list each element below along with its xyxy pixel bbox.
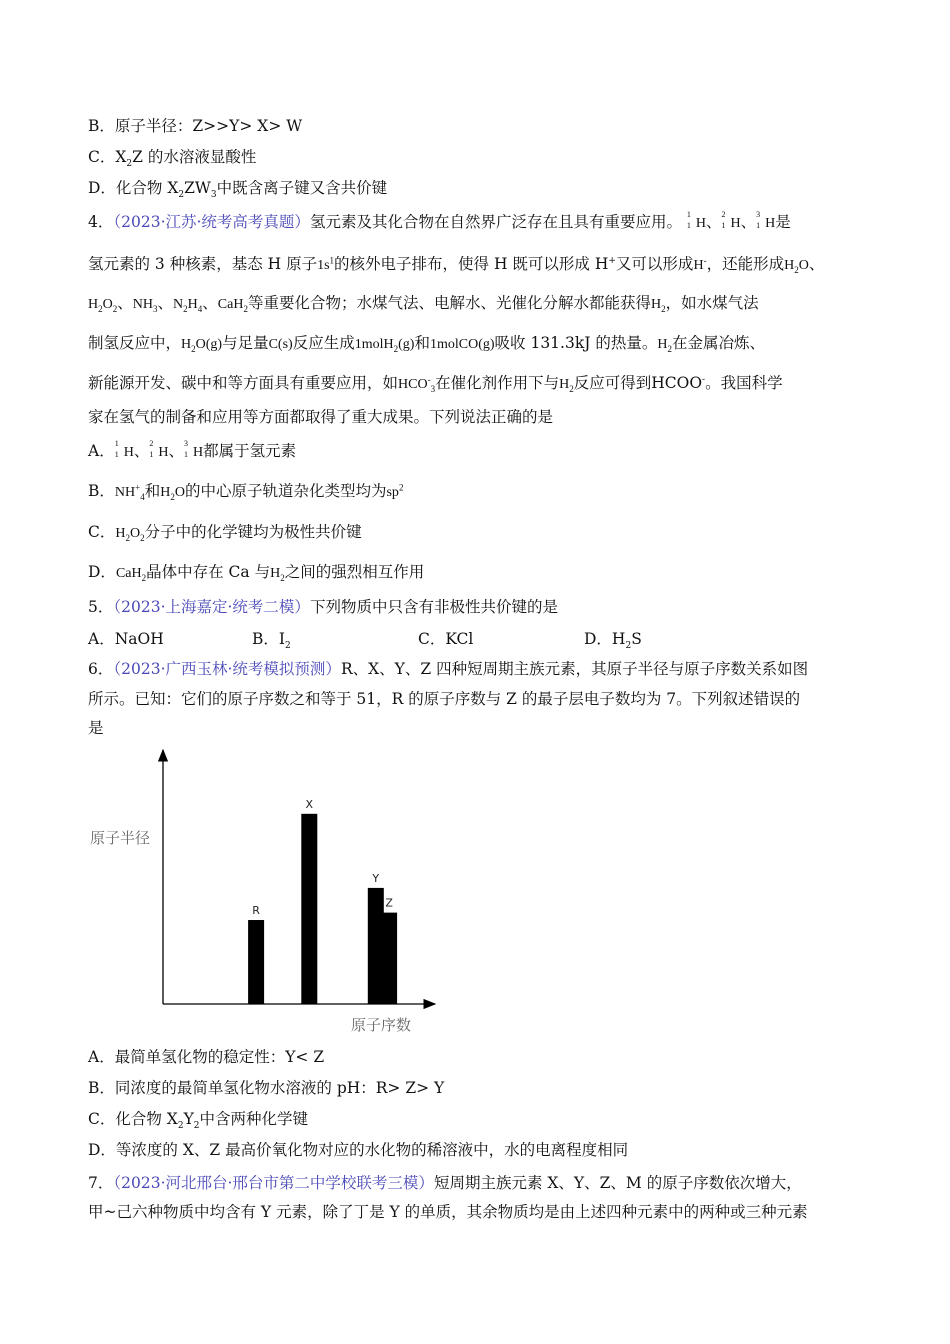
q5-option-a: A．NaOH xyxy=(88,630,164,648)
q6-option-d: D．等浓度的 X、Z 最高价氧化物对应的水化物的稀溶液中，水的电离程度相同 xyxy=(88,1141,629,1159)
q6-stem-line3: 是 xyxy=(88,719,104,737)
q4-line2: 氢元素的 3 种核素，基态 H 原子$1s^1$的核外电子排布，使得 H 既可以形成 H+又可以形成H-，还能形成$H_2O$、 xyxy=(88,255,825,275)
q6-option-a: A．最简单氢化物的稳定性：Y< Z xyxy=(88,1048,325,1066)
q6-option-c: C．化合物 $X_2Y_2$中含两种化学键 xyxy=(88,1110,309,1132)
q4-line4: 制氢反应中，$H_2O(g)$与足量C(s)反应生成1molH$_2$(g)和1molCO(g)吸收 131.3kJ 的热量。$H_2$在金属冶炼、 xyxy=(88,334,766,354)
q7-stem-line2: 甲~己六种物质中均含有 Y 元素，除了丁是 Y 的单质，其余物质均是由上述四种元素中的两种或三种元素 xyxy=(88,1203,808,1221)
q6-stem-line1: 6．（2023·广西玉林·统考模拟预测）R、X、Y、Z 四种短周期主族元素，其原子半径与原子序数关系如图 xyxy=(88,660,809,678)
q7-stem-line1: 7．（2023·河北邢台·邢台市第二中学校联考三模）短周期主族元素 X、Y、Z、M 的原子序数依次增大， xyxy=(88,1174,802,1192)
q4-option-c: C．$H_2O_2$分子中的化学键均为极性共价键 xyxy=(88,523,362,543)
bar-label-z: Z xyxy=(385,896,393,910)
q5-option-b: B．$I_2$ xyxy=(252,630,291,652)
q6-stem-line2: 所示。已知：它们的原子序数之和等于 51，R 的原子序数与 Z 的最子层电子数均为 7。下列叙述错误的 xyxy=(88,690,801,708)
q4-line1: 4．（2023·江苏·统考高考真题）氢元素及其化合物在自然界广泛存在且具有重要应用。 1 1 H、 2 1 H、 3 1 H是 xyxy=(88,210,791,231)
q4-source: （2023·江苏·统考高考真题） xyxy=(113,213,310,231)
q4-option-d: D．CaH$_2$晶体中存在 Ca 与$H_2$之间的强烈相互作用 xyxy=(88,563,425,583)
q4-line3: $H_2O_2$、$NH_3$、$N_2H_4$、CaH$_2$等重要化合物；水煤气法、电解水、光催化分解水都能获得$H_2$，如水煤气法 xyxy=(88,294,759,314)
q6-source: （2023·广西玉林·统考模拟预测） xyxy=(113,660,341,678)
radius-vs-atomic-number-chart xyxy=(80,742,450,1042)
q4-option-b: B．$NH^+_4$和$H_2O$的中心原子轨道杂化类型均为$sp^2$ xyxy=(88,482,404,502)
q5-source: （2023·上海嘉定·统考二模） xyxy=(113,598,310,616)
y-axis-label: 原子半径 xyxy=(90,829,151,847)
q4-line5: 新能源开发、碳中和等方面具有重要应用，如$HCO^-_3$在催化剂作用下与$H_2$反应可得到HCOO-。我国科学 xyxy=(88,374,783,394)
q4-line6: 家在氢气的制备和应用等方面都取得了重大成果。下列说法正确的是 xyxy=(88,408,554,426)
bar-x xyxy=(301,814,317,1004)
bar-z xyxy=(381,913,397,1004)
bar-label-x: X xyxy=(305,797,314,811)
q7-source: （2023·河北邢台·邢台市第二中学校联考三模） xyxy=(113,1174,434,1192)
q6-option-b: B．同浓度的最简单氢化物水溶液的 pH：R> Z> Y xyxy=(88,1079,445,1097)
option-c: C．$X_2Z$ 的水溶液显酸性 xyxy=(88,148,257,170)
x-axis-label: 原子序数 xyxy=(351,1016,412,1034)
option-b: B．原子半径：Z>>Y> X> W xyxy=(88,117,303,135)
bar-r xyxy=(248,920,264,1004)
q4-option-a: A． 1 1 H、 2 1 H、 3 1 H都属于氢元素 xyxy=(88,439,297,460)
bar-label-y: Y xyxy=(372,871,380,885)
q5-stem: 5．（2023·上海嘉定·统考二模）下列物质中只含有非极性共价键的是 xyxy=(88,598,558,616)
bar-label-r: R xyxy=(252,904,260,918)
q5-option-c: C．KCl xyxy=(418,630,474,648)
option-d: D．化合物 $X_2ZW_3$中既含离子键又含共价键 xyxy=(88,179,388,201)
q5-option-d: D．$H_2S$ xyxy=(584,630,642,652)
